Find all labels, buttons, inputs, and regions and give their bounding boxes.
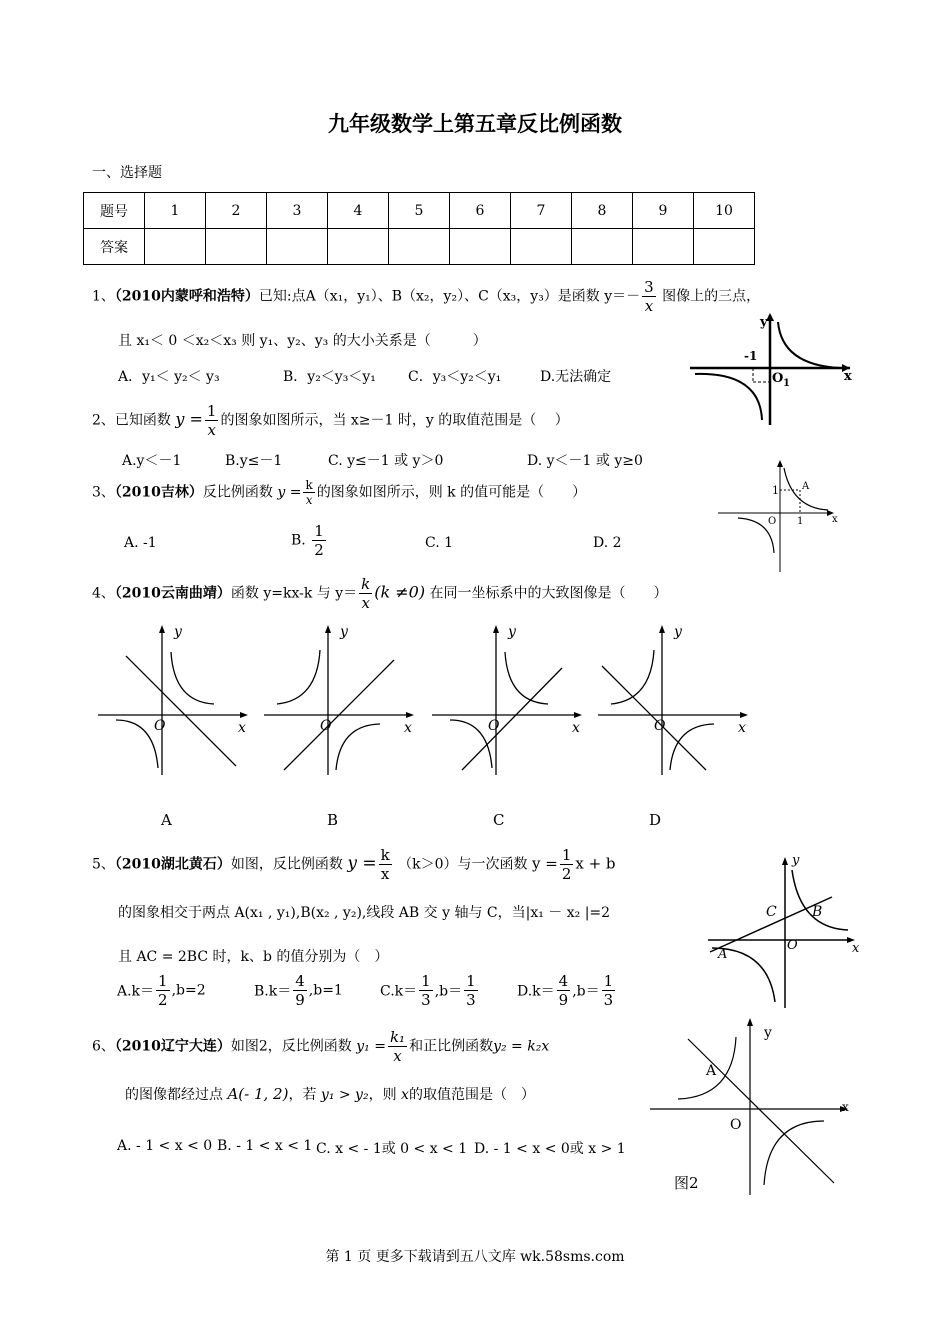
point-label: A	[718, 947, 728, 962]
point-label: A	[706, 1063, 717, 1079]
question-number: 4、	[92, 585, 115, 602]
graph-label-a[interactable]: A	[161, 811, 172, 829]
axis-label-y: y	[508, 624, 516, 640]
denominator: x	[393, 1047, 402, 1065]
question-text: 的图象如图所示，则 k 的值可能是（ ）	[316, 484, 587, 501]
point-label: C	[766, 904, 777, 920]
option-label: A.k＝	[117, 983, 155, 1000]
answer-table	[83, 192, 755, 265]
question-text: 如图2，反比例函数	[230, 1038, 352, 1055]
table-cell: 4	[328, 193, 389, 229]
numerator: 1	[603, 972, 614, 990]
question-text: 已知:点A（x₁，y₁）、B（x₂，y₂）、C（x₃，y₃）是函数 y＝－	[258, 288, 641, 305]
math-expression: y =	[175, 409, 203, 429]
question-number: 2、	[92, 412, 115, 429]
math-expression: y₁ > y₂	[320, 1087, 369, 1103]
option-text: ,b=1	[308, 982, 343, 999]
question-4	[92, 575, 668, 612]
answer-cell[interactable]	[206, 229, 267, 265]
question-1-line2: 且 x₁＜ 0 ＜x₂＜x₃ 则 y₁、y₂、y₃ 的大小关系是（ ）	[118, 333, 487, 349]
denominator: 3	[421, 991, 431, 1009]
table-header: 答案	[84, 229, 145, 265]
question-6	[92, 1028, 549, 1065]
option-d[interactable]: D. - 1 < x < 0或 x > 1	[474, 1141, 626, 1157]
fraction	[560, 846, 574, 883]
fraction	[156, 972, 170, 1009]
axis-label-x: x	[738, 720, 746, 736]
answer-cell[interactable]	[572, 229, 633, 265]
numerator: 1	[421, 972, 431, 990]
denominator: 3	[603, 991, 614, 1009]
numerator: 1	[466, 972, 476, 990]
origin-label: O	[654, 718, 666, 734]
q4-graph-c	[430, 620, 590, 780]
denominator: 2	[561, 865, 572, 883]
math-expression: y₁ =	[356, 1038, 386, 1055]
fraction	[359, 575, 372, 612]
option-c[interactable]: C．y₃＜y₂＜y₁	[408, 369, 502, 385]
option-b[interactable]	[291, 522, 328, 559]
option-b[interactable]	[254, 972, 343, 1009]
origin-label: O	[488, 718, 500, 734]
graph-label-b[interactable]: B	[327, 811, 339, 829]
question-source: （2010湖北黄石）	[114, 856, 231, 873]
axis-label-y: y	[174, 624, 182, 640]
fraction	[312, 522, 326, 559]
question-2	[92, 402, 569, 439]
q4-graph-a	[96, 620, 256, 780]
question-text: ，则	[368, 1087, 397, 1103]
math-expression: (k ≠0)	[374, 582, 426, 602]
question-3	[92, 478, 586, 507]
q3-graph	[716, 460, 846, 575]
origin-label: O	[768, 516, 777, 527]
graph-label-c[interactable]: C	[493, 811, 505, 829]
fraction	[388, 1028, 407, 1065]
option-c[interactable]: C. x < - 1或 0 < x < 1	[316, 1141, 468, 1157]
page-footer: 第 1 页 更多下载请到五八文库 wk.58sms.com	[325, 1249, 625, 1265]
question-1	[92, 278, 760, 315]
option-c[interactable]	[380, 972, 480, 1009]
question-number: 6、	[92, 1038, 115, 1055]
q4-graph-b	[262, 620, 422, 780]
question-text: （k＞0）与一次函数	[398, 856, 528, 873]
question-5-line2: 的图象相交于两点 A(x₁ , y₁),B(x₂ , y₂),线段 AB 交 y 轴与 C，当|x₁ － x₂ |=2	[118, 905, 611, 921]
axis-label-x: x	[842, 1100, 849, 1114]
math-expression: y₂ = k₂x	[493, 1038, 550, 1055]
question-text: 和正比例函数	[409, 1038, 494, 1055]
answer-cell[interactable]	[328, 229, 389, 265]
table-header: 题号	[84, 193, 145, 229]
denominator: x	[305, 493, 313, 507]
figure-caption: 图2	[674, 1174, 699, 1192]
option-d[interactable]	[517, 972, 617, 1009]
question-text: 在同一坐标系中的大致图像是（ ）	[429, 585, 668, 602]
point-label: A	[802, 481, 810, 492]
question-text: 已知函数	[114, 412, 171, 429]
axis-label-y: y	[764, 1025, 772, 1041]
graph-label-d[interactable]: D	[649, 811, 662, 829]
math-expression: y =	[532, 854, 558, 873]
option-text: ,b＝	[572, 983, 600, 1000]
option-label: B.k＝	[254, 983, 292, 1000]
numerator: k	[305, 478, 313, 492]
numerator: 1	[158, 972, 168, 990]
axis-label-x: x	[572, 720, 580, 736]
question-5-line3: 且 AC = 2BC 时，k、b 的值分别为（ ）	[118, 949, 389, 965]
fraction	[419, 972, 433, 1009]
math-expression: x + b	[575, 854, 616, 873]
option-text: ,b=2	[171, 982, 206, 999]
denominator: 2	[158, 991, 168, 1009]
numerator: 1	[206, 402, 217, 420]
denominator: x	[207, 421, 216, 439]
option-label: D.k＝	[517, 983, 555, 1000]
answer-cell[interactable]	[145, 229, 206, 265]
answer-cell[interactable]	[511, 229, 572, 265]
numerator: k	[380, 846, 390, 864]
numerator: 4	[558, 972, 569, 990]
table-cell: 9	[633, 193, 694, 229]
math-expression: A(- 1, 2)	[227, 1085, 289, 1103]
denominator: 2	[314, 541, 324, 559]
question-text: 的取值范围是（ ）	[408, 1087, 535, 1103]
question-5	[92, 846, 616, 883]
fraction	[205, 402, 219, 439]
fraction	[602, 972, 616, 1009]
table-cell: 2	[206, 193, 267, 229]
fraction	[379, 846, 392, 883]
question-number: 3、	[92, 484, 115, 501]
numerator: 1	[561, 846, 572, 864]
question-text: 函数 y=kx-k 与 y＝	[230, 585, 358, 602]
denominator: x	[361, 594, 370, 612]
tick-label: 1	[772, 484, 779, 497]
answer-cell[interactable]	[267, 229, 328, 265]
question-source: （2010云南曲靖）	[114, 585, 231, 602]
option-label: C.k＝	[380, 983, 418, 1000]
option-d[interactable]: D.无法确定	[540, 369, 612, 385]
origin-label: O	[730, 1117, 742, 1133]
table-cell: 1	[145, 193, 206, 229]
table-cell: 6	[450, 193, 511, 229]
denominator: 3	[466, 991, 476, 1009]
axis-label-x: x	[404, 720, 412, 736]
numerator: k	[361, 575, 371, 593]
option-a[interactable]: A.y＜－1	[122, 453, 182, 469]
q1-graph	[690, 310, 860, 430]
page-title: 九年级数学上第五章反比例函数	[328, 112, 622, 136]
question-text: 图像上的三点，	[657, 288, 761, 305]
option-a[interactable]: A．y₁＜ y₂＜ y₃	[118, 369, 220, 385]
answer-cell[interactable]	[633, 229, 694, 265]
axis-label-x: x	[852, 941, 860, 956]
math-expression: y =	[347, 853, 377, 874]
math-expression: x	[401, 1087, 409, 1103]
option-a[interactable]: A. - 1 < x < 0	[117, 1138, 213, 1154]
fraction	[557, 972, 571, 1009]
q5-graph	[700, 850, 865, 1010]
fraction	[642, 278, 656, 315]
question-source: （2010吉林）	[114, 484, 203, 501]
question-text: 的图象如图所示，当 x≥－1 时，y 的取值范围是（ ）	[220, 412, 569, 429]
question-text: ，若	[288, 1087, 317, 1103]
math-expression: y =	[277, 484, 302, 501]
option-label: B.	[291, 532, 306, 549]
tick-label: 1	[797, 516, 804, 527]
numerator: k₁	[389, 1028, 406, 1046]
question-source: （2010内蒙呼和浩特）	[114, 288, 259, 305]
axis-label-x: x	[238, 720, 246, 736]
table-row	[84, 229, 755, 265]
question-source: （2010辽宁大连）	[114, 1038, 231, 1055]
origin-label: O	[772, 371, 784, 386]
denominator: x	[380, 865, 390, 883]
option-b[interactable]: B．y₂＜y₃＜y₁	[283, 369, 376, 385]
numerator: 1	[314, 522, 324, 540]
question-text: 反比例函数	[202, 484, 273, 501]
table-cell: 10	[694, 193, 755, 229]
question-6-line2	[125, 1084, 535, 1104]
denominator: 9	[295, 991, 305, 1009]
option-a[interactable]: A. -1	[124, 535, 157, 551]
option-b[interactable]: B. - 1 < x < 1	[217, 1138, 313, 1154]
table-cell: 5	[389, 193, 450, 229]
table-cell: 7	[511, 193, 572, 229]
fraction	[293, 972, 307, 1009]
fraction	[303, 478, 314, 507]
answer-cell[interactable]	[389, 229, 450, 265]
axis-label-y: y	[792, 853, 800, 868]
question-text: 的图像都经过点	[125, 1087, 223, 1103]
answer-cell[interactable]	[694, 229, 755, 265]
question-text: 如图，反比例函数	[230, 856, 343, 873]
numerator: 3	[644, 278, 654, 296]
origin-label: O	[787, 938, 798, 953]
option-c[interactable]: C. y≤－1 或 y＞0	[328, 453, 444, 469]
section-heading: 一、选择题	[92, 165, 162, 181]
answer-cell[interactable]	[450, 229, 511, 265]
option-c[interactable]: C. 1	[425, 535, 454, 551]
origin-label: O	[320, 718, 332, 734]
tick-label: 1	[783, 378, 790, 389]
table-cell: 3	[267, 193, 328, 229]
point-label: B	[812, 904, 823, 920]
q4-graph-d	[596, 620, 756, 780]
question-number: 1、	[92, 288, 115, 305]
axis-label-y: y	[340, 624, 348, 640]
axis-label-y: y	[674, 624, 682, 640]
axis-label-y: y	[760, 315, 768, 330]
table-row	[84, 193, 755, 229]
origin-label: O	[154, 718, 166, 734]
axis-label-x: x	[832, 514, 838, 525]
table-cell: 8	[572, 193, 633, 229]
tick-label: -1	[744, 349, 758, 363]
option-text: ,b＝	[434, 983, 463, 1000]
option-b[interactable]: B.y≤－1	[225, 453, 283, 469]
option-a[interactable]	[117, 972, 206, 1009]
denominator: 9	[558, 991, 569, 1009]
option-d[interactable]: D. y＜－1 或 y≥0	[527, 453, 643, 469]
denominator: x	[644, 297, 654, 315]
question-number: 5、	[92, 856, 115, 873]
option-d[interactable]: D. 2	[593, 535, 622, 551]
numerator: 4	[295, 972, 305, 990]
fraction	[464, 972, 478, 1009]
axis-label-x: x	[844, 369, 852, 384]
